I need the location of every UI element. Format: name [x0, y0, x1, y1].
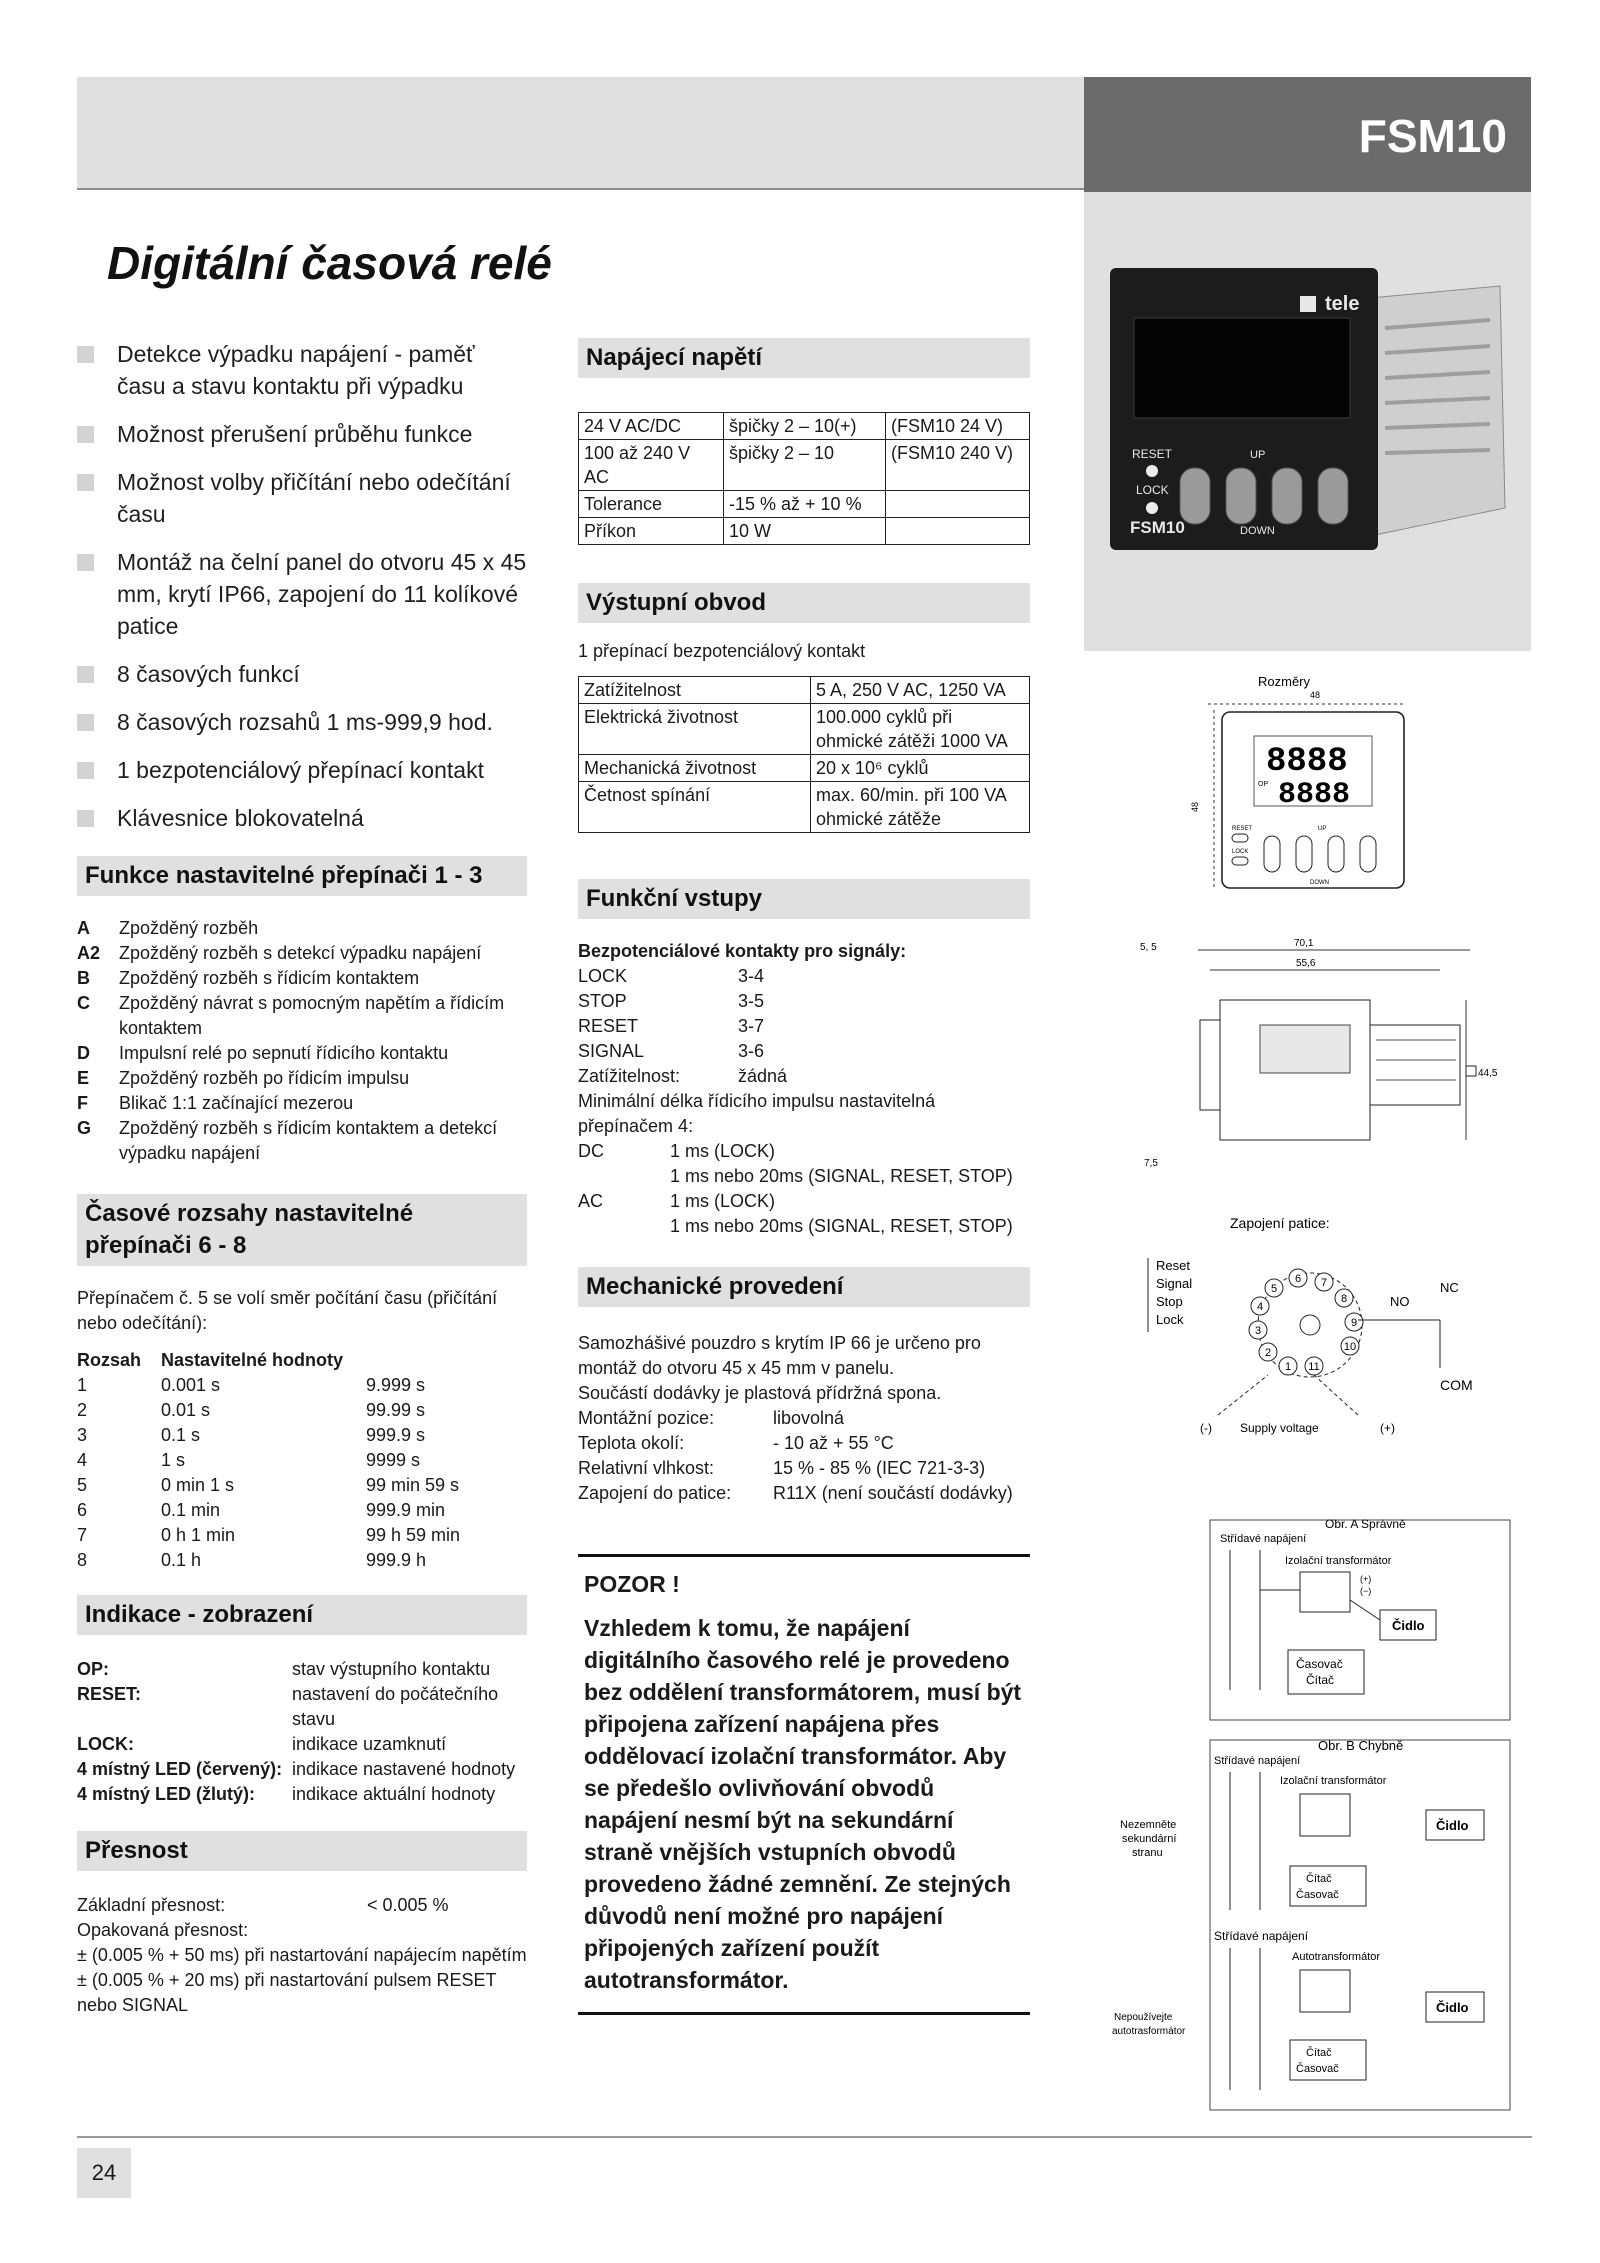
- digit-button-1: [1180, 468, 1210, 524]
- signals-table: [578, 964, 787, 1089]
- output-intro: 1 přepínací bezpotenciálový kontakt: [578, 641, 866, 661]
- dimensions-title: Rozměry: [1258, 674, 1311, 689]
- nc-label: NC: [1440, 1280, 1459, 1295]
- side-right-dim: 44,5: [1478, 1068, 1498, 1079]
- supply-minus-label: (-): [1200, 1421, 1212, 1435]
- pin-2: 2: [1264, 1347, 1272, 1359]
- pin-9: 9: [1350, 1317, 1358, 1329]
- up-label: UP: [1250, 449, 1266, 461]
- socket-title: Zapojení patice:: [1230, 1215, 1330, 1231]
- pin-8: 8: [1340, 1293, 1348, 1305]
- wiring-a-plus: (+): [1360, 1574, 1372, 1584]
- function-row: F Blikač 1:1 začínající mezerou: [77, 1093, 354, 1113]
- front-reset-label: RESET: [1232, 826, 1253, 832]
- wiring-b2-auto: Autotransformátor: [1292, 1951, 1381, 1963]
- accuracy-basic: Základní přesnost: < 0.005 %: [77, 1895, 449, 1915]
- wiring-b-supply: Střídavé napájení: [1214, 1755, 1301, 1767]
- bullet-square-icon: [77, 426, 94, 443]
- left-column: [77, 338, 527, 2018]
- front-digits-bottom: 8888: [1278, 778, 1351, 812]
- range-row: 1 0.001 s 9.999 s: [77, 1375, 426, 1395]
- feature-item: 8 časových rozsahů 1 ms-999,9 hod.: [77, 706, 527, 738]
- header-band: [77, 77, 1084, 190]
- accuracy-repeat-label: Opakovaná přesnost:: [77, 1920, 249, 1940]
- lock-label: LOCK: [1136, 483, 1169, 497]
- com-label: COM: [1440, 1377, 1473, 1393]
- side-bottom-dim: 7,5: [1144, 1158, 1158, 1169]
- indication-row: RESET: nastavení do počátečního stavu: [77, 1684, 499, 1729]
- no-auto-line-1: Nepoužívejte: [1114, 2012, 1173, 2023]
- reset-switch-icon: [1232, 834, 1248, 842]
- front-key-3: [1328, 836, 1344, 872]
- range-row: 3 0.1 s 999.9 s: [77, 1425, 426, 1445]
- range-row: 2 0.01 s 99.99 s: [77, 1400, 426, 1420]
- wiring-b2-sensor: Čidlo: [1436, 2000, 1469, 2015]
- middle-column: [578, 338, 1030, 2015]
- inputs-heading: Funkční vstupy: [578, 879, 1030, 919]
- no-auto-line-2: autotrasformátor: [1112, 2026, 1186, 2037]
- front-key-2: [1296, 836, 1312, 872]
- function-row: E Zpožděný rozběh po řídicím impulsu: [77, 1068, 410, 1088]
- wiring-b-sensor: Čidlo: [1436, 1818, 1469, 1833]
- warning-text: Vzhledem k tomu, že napájení digitálního časového relé je provedeno bez oddělení transformátorem, musí být připojena zařízení napájena přes oddělovací izolační transformátor. Aby se předešlo ovlivňování obvodů napájení nesmí být na sekundární straně vnějších vstupních obvodů provedeno žádné zemnění. Ze stejných důvodů není možné pro napájení připojených zařízení použít autotransformátor.: [584, 1615, 1022, 1993]
- dim-height-value: 48: [1190, 801, 1200, 812]
- feature-item: Detekce výpadku napájení - paměť času a stavu kontaktu při výpadku: [77, 338, 527, 402]
- bullet-square-icon: [77, 346, 94, 363]
- accuracy-heading: Přesnost: [77, 1831, 527, 1871]
- warning-title: POZOR !: [584, 1571, 680, 1597]
- output-row: Zatížitelnost 5 A, 250 V AC, 1250 VA: [579, 677, 1030, 704]
- socket-pins: [1249, 1269, 1363, 1375]
- pin-3: 3: [1254, 1325, 1262, 1337]
- feature-item: Montáž na čelní panel do otvoru 45 x 45 mm, krytí IP66, zapojení do 11 kolíkové patice: [77, 546, 527, 642]
- supply-row: 100 až 240 V AC špičky 2 – 10 (FSM10 240 V): [579, 440, 1030, 491]
- pin-7: 7: [1320, 1277, 1328, 1289]
- lock-switch-icon: [1232, 857, 1248, 865]
- wiring-a-counter: Čítač: [1306, 1673, 1335, 1687]
- indication-row: 4 místný LED (červený): indikace nastavené hodnoty: [77, 1759, 516, 1779]
- wiring-a-transformer-icon: [1300, 1572, 1350, 1612]
- socket-label-stop: Stop: [1156, 1294, 1183, 1309]
- feature-item: Klávesnice blokovatelná: [77, 802, 527, 834]
- wiring-b-timer: Časovač: [1296, 1889, 1339, 1901]
- output-row: Četnost spínání max. 60/min. při 100 VA ohmické zátěže: [579, 782, 1030, 833]
- mechanical-row: Montážní pozice: libovolná: [578, 1408, 845, 1428]
- function-row: A2 Zpožděný rozběh s detekcí výpadku napájení: [77, 943, 482, 963]
- no-ground-line-2: sekundární: [1122, 1833, 1177, 1845]
- signal-row: STOP 3-5: [578, 991, 765, 1011]
- ranges-intro: Přepínačem č. 5 se volí směr počítání času (přičítání nebo odečítání):: [77, 1288, 498, 1333]
- digit-button-3: [1272, 468, 1302, 524]
- wiring-a-supply: Střídavé napájení: [1220, 1533, 1307, 1545]
- digit-button-4: [1318, 468, 1348, 524]
- bullet-square-icon: [77, 714, 94, 731]
- feature-item: 1 bezpotenciálový přepínací kontakt: [77, 754, 527, 786]
- side-clip: [1260, 1025, 1350, 1073]
- brand-logo-icon: [1300, 296, 1316, 312]
- supply-voltage-label: Supply voltage: [1240, 1421, 1319, 1435]
- ranges-heading: Časové rozsahy nastavitelné přepínači 6 - 8: [77, 1194, 527, 1266]
- front-down-label: DOWN: [1310, 880, 1329, 886]
- brand-label: tele: [1325, 293, 1360, 315]
- feature-item: Možnost přerušení průběhu funkce: [77, 418, 527, 450]
- function-row: D Impulsní relé po sepnutí řídicího kontaktu: [77, 1043, 449, 1063]
- output-row: Elektrická životnost 100.000 cyklů při ohmické zátěži 1000 VA: [579, 704, 1030, 755]
- function-row: C Zpožděný návrat s pomocným napětím a řídicím kontaktem: [77, 993, 505, 1038]
- pin-1: 1: [1284, 1361, 1292, 1373]
- functions-table: [77, 916, 527, 1166]
- side-socket: [1370, 1025, 1460, 1105]
- device-photo: [1100, 258, 1520, 578]
- functions-heading: Funkce nastavitelné přepínači 1 - 3: [77, 856, 527, 896]
- mechanical-text-2: Součástí dodávky je plastová přídržná spona.: [578, 1383, 942, 1403]
- down-label: DOWN: [1240, 525, 1275, 537]
- no-label: NO: [1390, 1294, 1410, 1309]
- wiring-b2-counter: Čítač: [1306, 2047, 1332, 2059]
- signal-row: Zatížitelnost: žádná: [578, 1066, 788, 1086]
- mechanical-row: Relativní vlhkost: 15 % - 85 % (IEC 721-3-3): [578, 1458, 986, 1478]
- led-display: [1134, 318, 1350, 418]
- wiring-b2-timer: Časovač: [1296, 2063, 1339, 2075]
- feature-item: 8 časových funkcí: [77, 658, 527, 690]
- side-top-dim: 70,1: [1294, 938, 1314, 949]
- wiring-b-transformer-icon: [1300, 1794, 1350, 1836]
- wiring-b-iso: Izolační transformátor: [1280, 1775, 1387, 1787]
- pin-5: 5: [1270, 1283, 1278, 1295]
- front-key-4: [1360, 836, 1376, 872]
- output-row: Mechanická životnost 20 x 10⁶ cyklů: [579, 755, 1030, 782]
- signal-row: LOCK 3-4: [578, 966, 765, 986]
- function-row: G Zpožděný rozběh s řídicím kontaktem a detekcí výpadku napájení: [77, 1118, 498, 1163]
- side-inner-dim: 55,6: [1296, 958, 1316, 969]
- function-row: B Zpožděný rozběh s řídicím kontaktem: [77, 968, 420, 988]
- mechanical-row: Zapojení do patice: R11X (není součástí dodávky): [578, 1483, 1013, 1503]
- mechanical-heading: Mechanické provedení: [578, 1267, 1030, 1307]
- lock-led-icon: [1146, 502, 1158, 514]
- indication-row: 4 místný LED (žlutý): indikace aktuální hodnoty: [77, 1784, 496, 1804]
- mechanical-text-1: Samozhášivé pouzdro s krytím IP 66 je určeno pro montáž do otvoru 45 x 45 mm v panelu.: [578, 1333, 981, 1378]
- indication-table: [77, 1657, 527, 1807]
- bullet-square-icon: [77, 554, 94, 571]
- supply-row: Tolerance -15 % až + 10 %: [579, 491, 1030, 518]
- ranges-header-row: Rozsah Nastavitelné hodnoty: [77, 1350, 344, 1370]
- supply-heading: Napájecí napětí: [578, 338, 1030, 378]
- wiring-a-iso: Izolační transformátor: [1285, 1555, 1392, 1567]
- wiring-b2-autotransformer-icon: [1300, 1970, 1350, 2012]
- signal-row: SIGNAL 3-6: [578, 1041, 765, 1061]
- range-row: 6 0.1 min 999.9 min: [77, 1500, 446, 1520]
- wiring-a-title: Obr. A Správně: [1325, 1517, 1406, 1531]
- wiring-a-sensor: Čidlo: [1392, 1618, 1425, 1633]
- socket-key-icon: [1300, 1315, 1320, 1335]
- indication-heading: Indikace - zobrazení: [77, 1595, 527, 1635]
- bullet-square-icon: [77, 762, 94, 779]
- bullet-square-icon: [77, 810, 94, 827]
- front-lock-label: LOCK: [1232, 849, 1249, 855]
- indication-row: LOCK: indikace uzamknutí: [77, 1734, 447, 1754]
- range-row: 4 1 s 9999 s: [77, 1450, 421, 1470]
- model-badge: FSM10: [1084, 77, 1531, 192]
- page-number: 24: [77, 2148, 131, 2198]
- indication-row: OP: stav výstupního kontaktu: [77, 1659, 491, 1679]
- pin-6: 6: [1294, 1273, 1302, 1285]
- accuracy-line-1: ± (0.005 % + 50 ms) při nastartování napájecím napětím: [77, 1945, 527, 1965]
- reset-label: RESET: [1132, 447, 1173, 461]
- inputs-subheading: Bezpotenciálové kontakty pro signály:: [578, 941, 907, 961]
- ranges-table: [77, 1348, 527, 1573]
- min-pulse-text: Minimální délka řídicího impulsu nastavitelná přepínačem 4:: [578, 1091, 936, 1136]
- no-ground-line-3: stranu: [1132, 1847, 1163, 1859]
- front-up-label: UP: [1318, 826, 1327, 832]
- digit-button-2: [1226, 468, 1256, 524]
- no-ground-line-1: Nezemněte: [1120, 1819, 1177, 1831]
- side-left-dim: 5, 5: [1140, 942, 1157, 953]
- side-front-flange: [1200, 1020, 1220, 1110]
- wiring-b-counter: Čítač: [1306, 1873, 1332, 1885]
- range-row: 8 0.1 h 999.9 h: [77, 1550, 427, 1570]
- socket-wiring-diagram: [1140, 1210, 1510, 1450]
- range-row: 7 0 h 1 min 99 h 59 min: [77, 1525, 461, 1545]
- front-model-label: FSM10: [1130, 518, 1185, 537]
- front-digits-top: 8888: [1266, 743, 1348, 781]
- dimension-front-drawing: [1170, 670, 1440, 890]
- pin-4: 4: [1256, 1301, 1264, 1313]
- wiring-b2-supply: Střídavé napájení: [1214, 1929, 1309, 1943]
- dimension-side-drawing: [1140, 930, 1510, 1169]
- pulse-table: DC 1 ms (LOCK) 1 ms nebo 20ms (SIGNAL, RESET, STOP) AC 1 ms (LOCK) 1 ms nebo 20ms (SIGNAL, RESET, STOP): [578, 1141, 1013, 1236]
- bullet-square-icon: [77, 474, 94, 491]
- feature-item: Možnost volby přičítání nebo odečítání času: [77, 466, 527, 530]
- range-row: 5 0 min 1 s 99 min 59 s: [77, 1475, 460, 1495]
- socket-label-reset: Reset: [1156, 1258, 1190, 1273]
- pin-10: 10: [1343, 1341, 1357, 1353]
- dim-width-value: 48: [1310, 690, 1321, 700]
- feature-list: [77, 338, 527, 834]
- supply-row: Příkon 10 W: [579, 518, 1030, 545]
- socket-label-signal: Signal: [1156, 1276, 1193, 1291]
- op-label: OP: [1258, 781, 1269, 788]
- wiring-examples-diagram: [1110, 1510, 1530, 2110]
- page-title: Digitální časová relé: [107, 237, 552, 289]
- pin-11: 11: [1308, 1361, 1320, 1373]
- supply-row: 24 V AC/DC špičky 2 – 10(+) (FSM10 24 V): [579, 413, 1030, 440]
- front-key-1: [1264, 836, 1280, 872]
- supply-plus-label: (+): [1380, 1421, 1395, 1435]
- output-heading: Výstupní obvod: [578, 583, 1030, 623]
- signal-row: RESET 3-7: [578, 1016, 765, 1036]
- wiring-b-title: Obr. B Chybně: [1318, 1738, 1404, 1753]
- function-row: A Zpožděný rozběh: [77, 918, 259, 938]
- output-table: [578, 676, 1030, 833]
- mechanical-table: [578, 1406, 1013, 1506]
- wiring-a-minus: (−): [1360, 1586, 1372, 1596]
- footer-rule: [77, 2136, 1532, 2138]
- side-right-marker-icon: [1466, 1066, 1476, 1076]
- warning-box: [578, 1554, 1030, 2015]
- socket-label-lock: Lock: [1156, 1312, 1184, 1327]
- accuracy-line-2: ± (0.005 % + 20 ms) při nastartování pulsem RESET nebo SIGNAL: [77, 1970, 497, 2015]
- wiring-a-timer: Časovač: [1296, 1657, 1343, 1671]
- mechanical-row: Teplota okolí: - 10 až + 55 °C: [578, 1433, 894, 1453]
- bullet-square-icon: [77, 666, 94, 683]
- supply-table: [578, 412, 1030, 545]
- reset-led-icon: [1146, 465, 1158, 477]
